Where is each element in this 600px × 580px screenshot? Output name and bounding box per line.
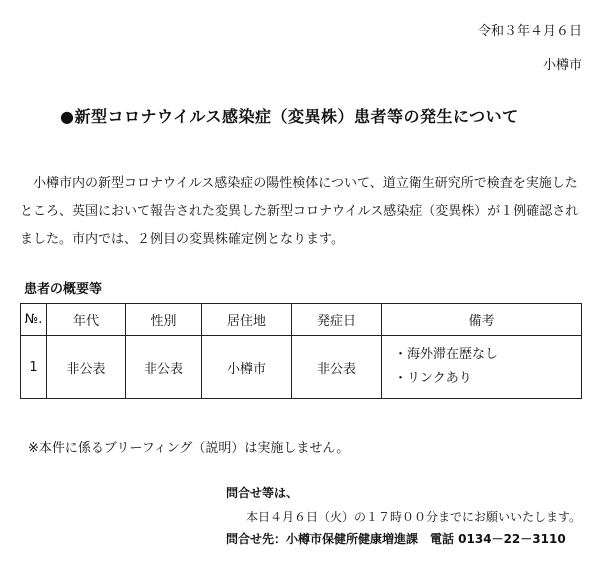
issuer-name: 小樽市: [542, 58, 582, 73]
release-date: 令和３年４月６日: [477, 24, 582, 39]
contact-address: 問合せ先：小樽市保健所健康増進課 電話 0134－22－3110: [226, 532, 566, 546]
table-header-row: [21, 304, 582, 336]
page-title: ●新型コロナウイルス感染症（変異株）患者等の発生について: [60, 107, 519, 126]
cell-onset: 非公表: [292, 336, 382, 399]
briefing-note: ※本件に係るブリーフィング（説明）は実施しません。: [28, 441, 350, 456]
patients-table: [20, 303, 582, 399]
column-header-age: 年代: [47, 304, 126, 336]
column-header-residence: 居住地: [202, 304, 292, 336]
column-header-onset: 発症日: [292, 304, 382, 336]
table-row: [21, 336, 582, 399]
cell-residence: 小樽市: [202, 336, 292, 399]
column-header-sex: 性別: [126, 304, 202, 336]
body-paragraph-block: [20, 170, 586, 254]
body-paragraph: 小樽市内の新型コロナウイルス感染症の陽性検体について、道立衛生研究所で検査を実施したところ、英国において報告された変異した新型コロナウイルス感染症（変異株）が１例確認されました。市内では、２例目の変異株確定例となります。: [20, 176, 579, 247]
patients-section-heading: 患者の概要等: [24, 282, 103, 297]
cell-notes: [382, 336, 582, 399]
note-no-travel-history: ・海外滞在歴なし: [394, 347, 499, 362]
cell-no: 1: [21, 336, 47, 399]
contact-deadline: 本日４月６日（火）の１７時００分までにお願いいたします。: [246, 510, 582, 524]
cell-sex: 非公表: [126, 336, 202, 399]
column-header-notes: 備考: [382, 304, 582, 336]
note-linked-case: ・リンクあり: [394, 371, 472, 386]
column-header-no: №.: [21, 304, 47, 336]
cell-age: 非公表: [47, 336, 126, 399]
contact-heading: 問合せ等は、: [226, 486, 299, 500]
